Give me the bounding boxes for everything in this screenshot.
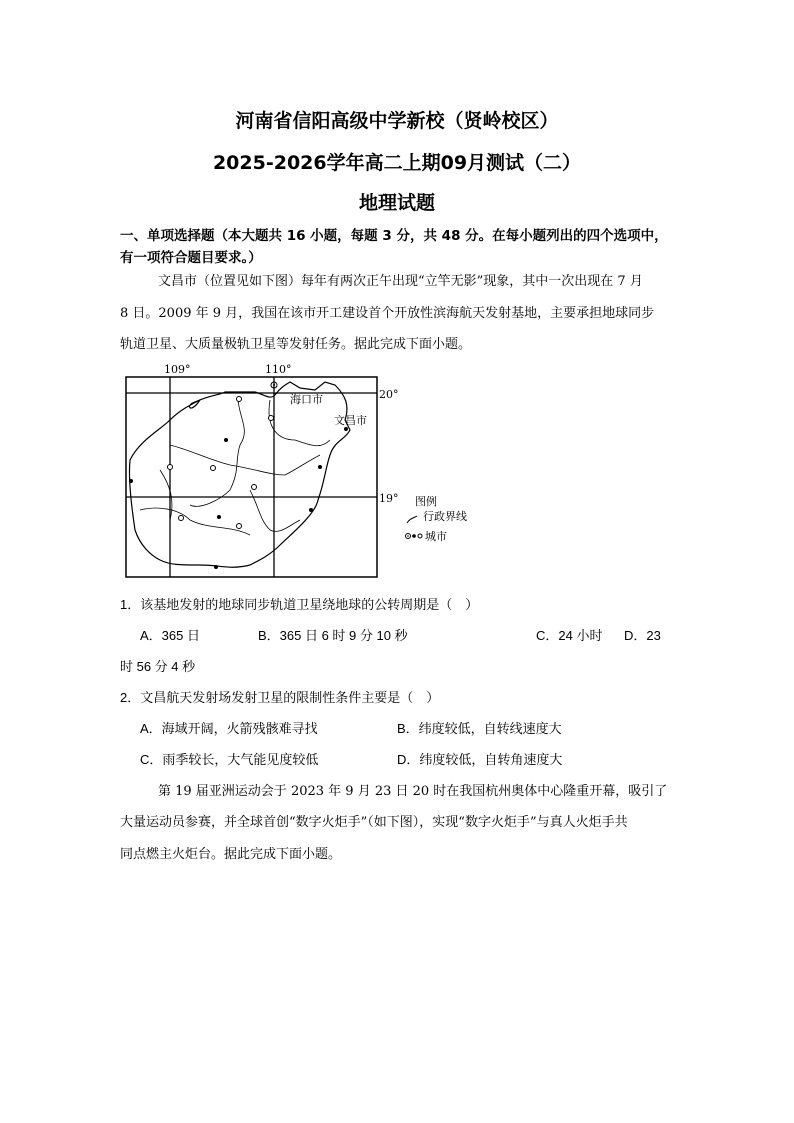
q1-option-c[interactable]: C．24 小时 [536, 628, 603, 643]
passage2-line: 大量运动员参赛，并全球首创“数字火炬手”（如下图），实现“数字火炬手”与真人火炬手共 [120, 815, 628, 830]
lat-19: 19° [379, 492, 399, 505]
q1-option-a[interactable]: A．365 日 [140, 628, 200, 643]
label-haikou: 海口市 [290, 393, 323, 406]
q2-option-b[interactable]: B．纬度较低，自转线速度大 [397, 721, 562, 736]
section-heading: 一、单项选择题（本大题共 16 小题，每题 3 分，共 48 分。在每小题列出的四个选项中， [120, 228, 668, 244]
passage2-line: 同点燃主火炬台。据此完成下面小题。 [120, 847, 342, 862]
legend-city: 城市 [425, 530, 447, 543]
passage2-line: 第 19 届亚洲运动会于 2023 年 9 月 23 日 20 时在我国杭州奥体中心隆重开幕，吸引了 [158, 784, 668, 799]
q2-stem: 2．文昌航天发射场发射卫星的限制性条件主要是（ ） [120, 690, 440, 705]
lon-109: 109° [164, 363, 191, 376]
section-heading-cont: 有一项符合题目要求。） [120, 250, 262, 266]
label-wenchang: 文昌市 [334, 414, 367, 427]
q2-option-d[interactable]: D．纬度较低，自转角速度大 [397, 752, 563, 767]
passage1-line: 轨道卫星、大质量极轨卫星等发射任务。据此完成下面小题。 [120, 337, 472, 352]
lat-20: 20° [379, 388, 399, 401]
q1-option-d-cont: 时 56 分 4 秒 [120, 659, 196, 674]
passage1-line: 文昌市（位置见如下图）每年有两次正午出现“立竿无影”现象，其中一次出现在 7 月 [158, 274, 643, 289]
lon-110: 110° [265, 363, 292, 376]
legend-title: 图例 [415, 495, 437, 508]
q1-option-d[interactable]: D．23 [624, 628, 661, 643]
passage1-line: 8 日。2009 年 9 月，我国在该市开工建设首个开放性滨海航天发射基地，主要承担地球同步 [120, 306, 655, 321]
q1-stem: 1．该基地发射的地球同步轨道卫星绕地球的公转周期是（ ） [120, 597, 479, 612]
q1-option-b[interactable]: B．365 日 6 时 9 分 10 秒 [258, 628, 408, 643]
q2-option-c[interactable]: C．雨季较长，大气能见度较低 [140, 752, 319, 767]
hainan-map [120, 360, 480, 585]
legend-boundary: 行政界线 [423, 510, 467, 523]
title-line3: 地理试题 [358, 192, 435, 214]
title-line1: 河南省信阳高级中学新校（贤岭校区） [235, 110, 559, 132]
q2-option-a[interactable]: A．海域开阔，火箭残骸难寻找 [140, 721, 318, 736]
boundary-legend-icon [407, 516, 417, 523]
title-line2: 2025-2026学年高二上期09月测试（二） [212, 152, 582, 174]
